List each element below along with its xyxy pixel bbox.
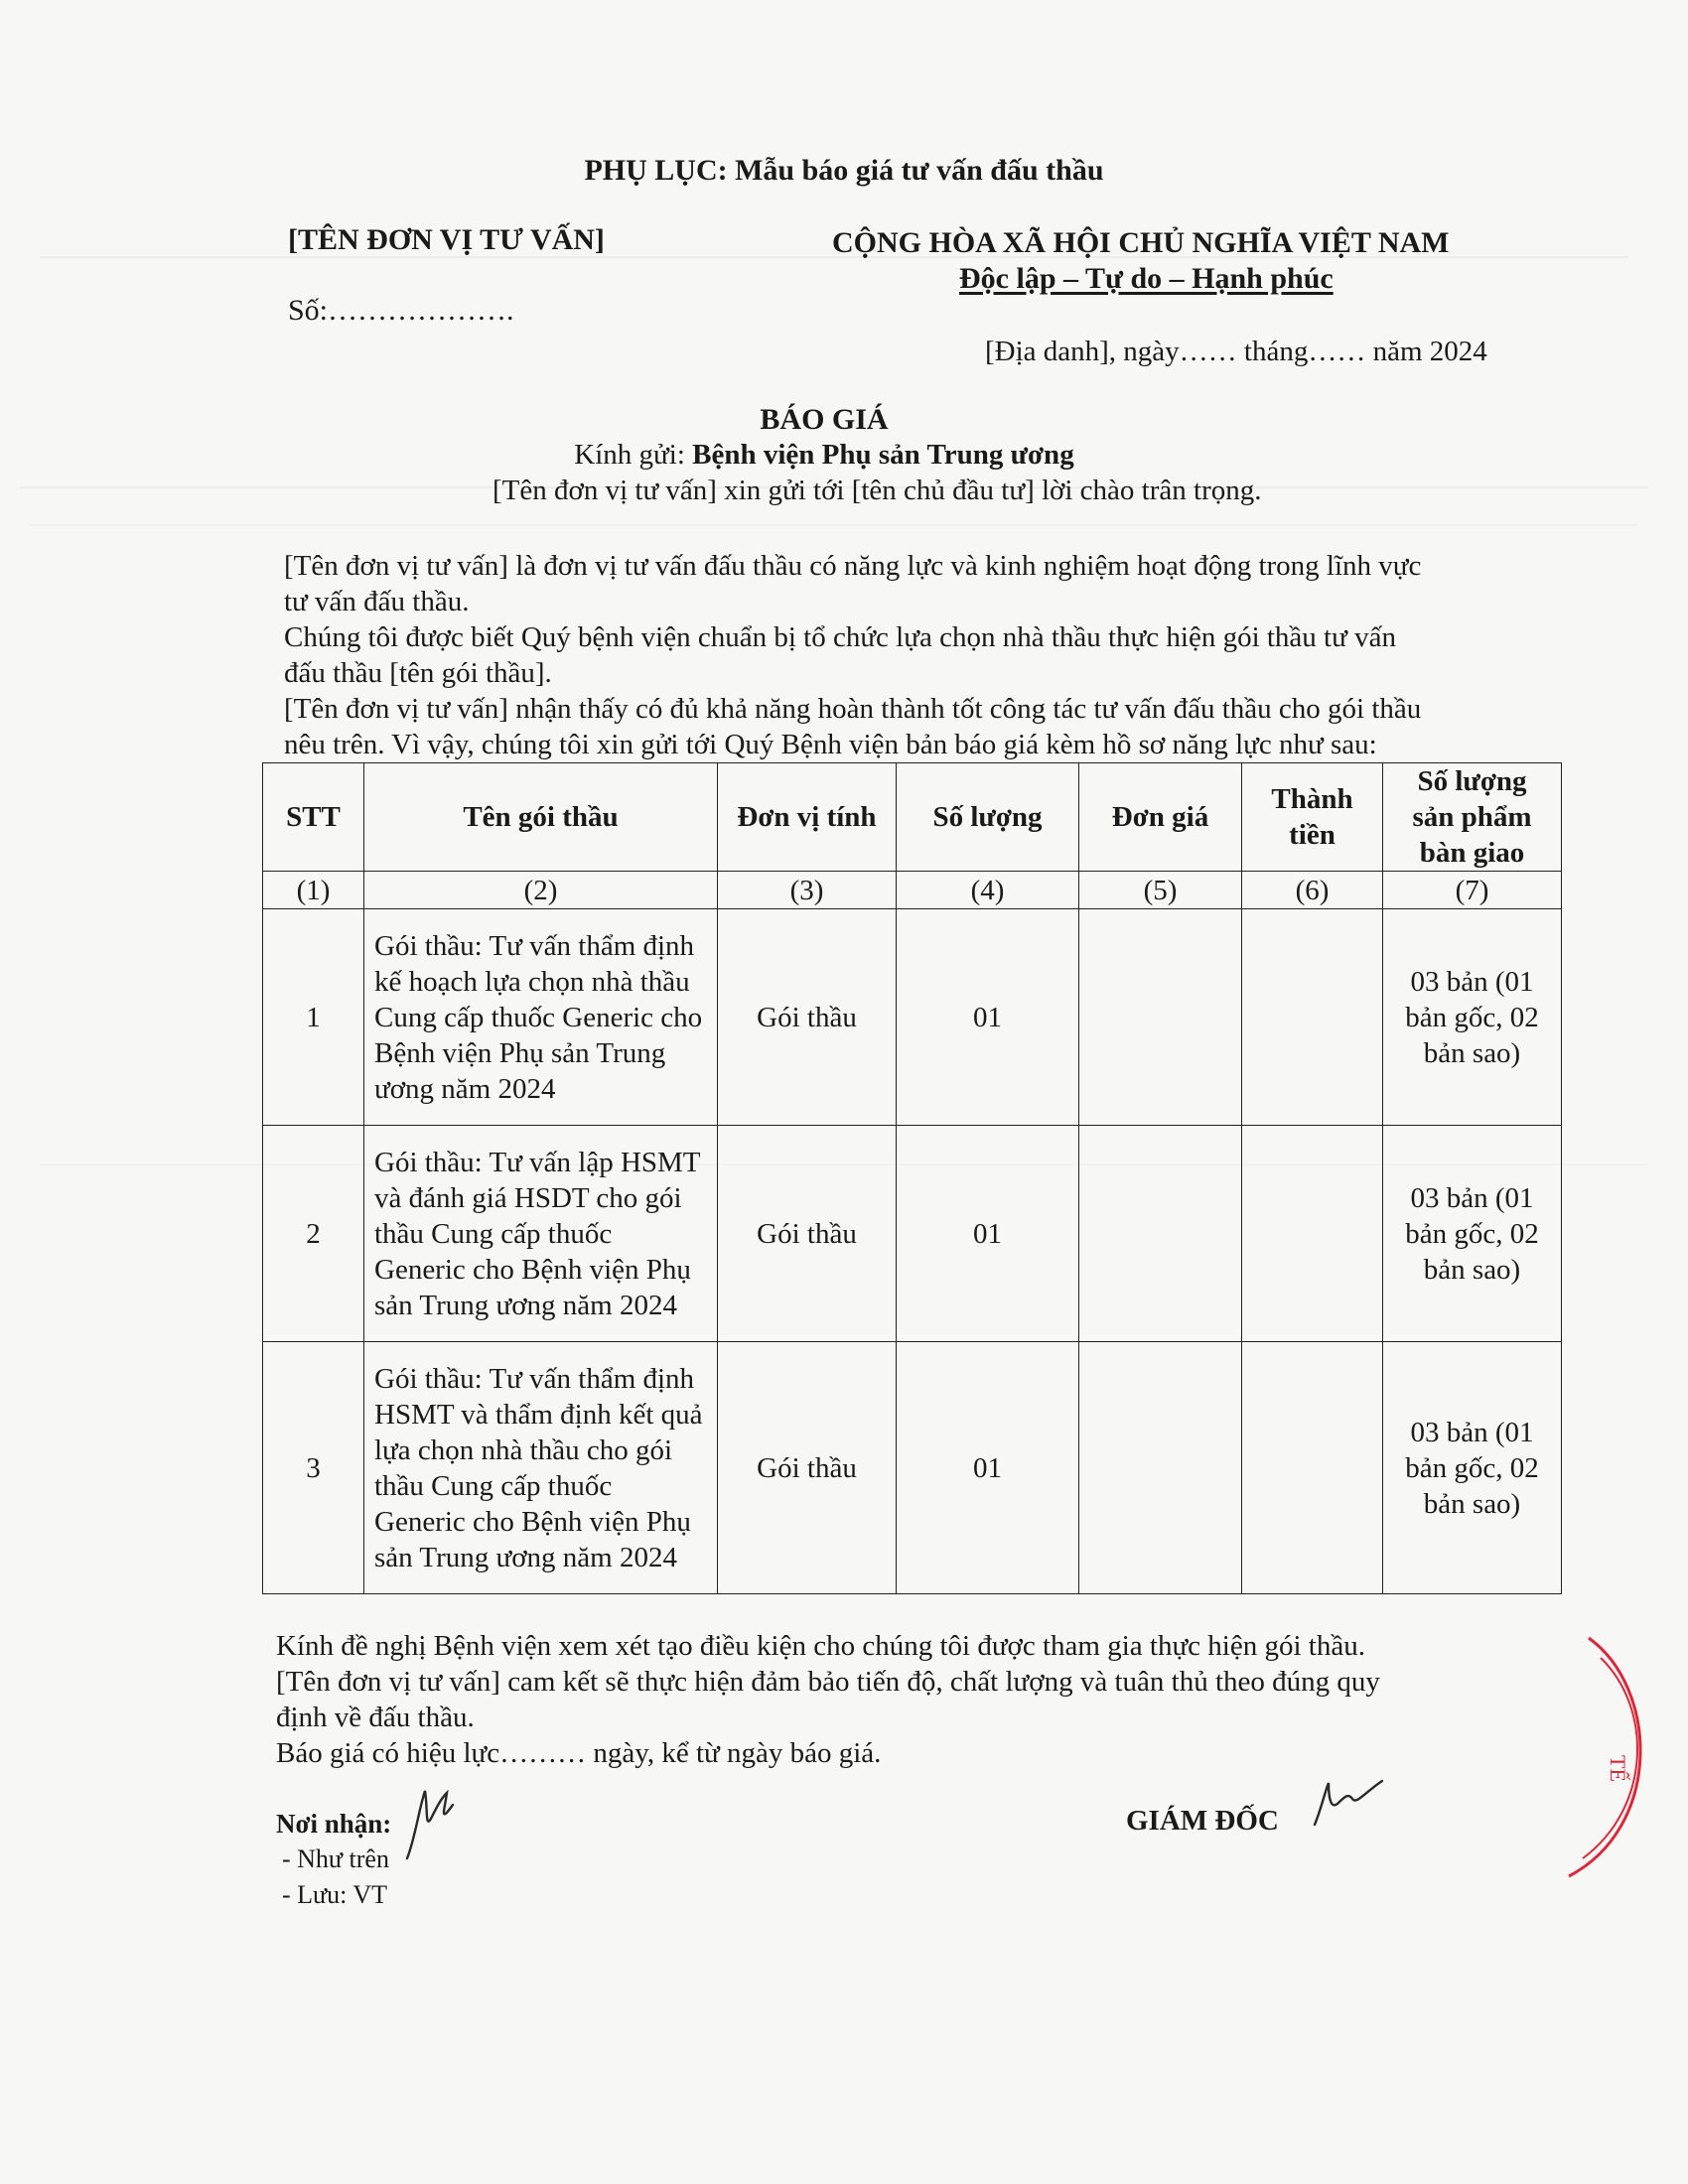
recipient-line [0, 439, 1668, 472]
column-number: (1) [263, 872, 364, 909]
row-package-name: Gói thầu: Tư vấn thẩm định HSMT và thẩm định kết quả lựa chọn nhà thầu cho gói thầu Cung cấp thuốc Generic cho Bệnh viện Phụ sản Trung ương năm 2024 [364, 1342, 718, 1594]
signer-title: GIÁM ĐỐC [1126, 1805, 1279, 1837]
column-number: (5) [1079, 872, 1242, 909]
row-package-name: Gói thầu: Tư vấn lập HSMT và đánh giá HSDT cho gói thầu Cung cấp thuốc Generic cho Bệnh viện Phụ sản Trung ương năm 2024 [364, 1126, 718, 1342]
document-number: Số:………………. [288, 294, 514, 327]
row-package-name: Gói thầu: Tư vấn thẩm định kế hoạch lựa chọn nhà thầu Cung cấp thuốc Generic cho Bệnh viện Phụ sản Trung ương năm 2024 [364, 909, 718, 1126]
row-stt: 1 [263, 909, 364, 1126]
appendix-title: PHỤ LỤC: Mẫu báo giá tư vấn đấu thầu [584, 154, 1104, 187]
closing-line: Kính đề nghị Bệnh viện xem xét tạo điều kiện cho chúng tôi được tham gia thực hiện gói thầu. [276, 1630, 1365, 1662]
closing-line: định về đấu thầu. [276, 1702, 475, 1733]
recipients-item: - Lưu: VT [282, 1880, 388, 1909]
row-amount [1242, 1342, 1383, 1594]
row-deliverables: 03 bản (01 bản gốc, 02 bản sao) [1383, 1342, 1562, 1594]
intro-line: đấu thầu [tên gói thầu]. [284, 657, 552, 689]
header-amount: Thành tiền [1242, 763, 1383, 872]
row-amount [1242, 1126, 1383, 1342]
greeting: [Tên đơn vị tư vấn] xin gửi tới [tên chủ đầu tư] lời chào trân trọng. [492, 475, 1262, 506]
intro-line: nêu trên. Vì vậy, chúng tôi xin gửi tới Quý Bệnh viện bản báo giá kèm hồ sơ năng lực như sau: [284, 729, 1377, 760]
header-stt: STT [263, 763, 364, 872]
recipients-item: - Như trên [282, 1844, 389, 1873]
row-unit-price [1079, 909, 1242, 1126]
row-amount [1242, 909, 1383, 1126]
row-quantity: 01 [897, 909, 1079, 1126]
row-deliverables: 03 bản (01 bản gốc, 02 bản sao) [1383, 909, 1562, 1126]
table-row [263, 1126, 1562, 1342]
intro-line: [Tên đơn vị tư vấn] nhận thấy có đủ khả năng hoàn thành tốt công tác tư vấn đấu thầu cho gói thầu [284, 693, 1422, 725]
header-quantity: Số lượng [897, 763, 1079, 872]
table-row [263, 909, 1562, 1126]
row-unit: Gói thầu [718, 1342, 897, 1594]
header-unit: Đơn vị tính [718, 763, 897, 872]
table-header-row [263, 763, 1562, 872]
unit-name: [TÊN ĐƠN VỊ TƯ VẤN] [288, 223, 605, 256]
column-number: (7) [1383, 872, 1562, 909]
national-motto: Độc lập – Tự do – Hạnh phúc [959, 262, 1334, 295]
column-number: (6) [1242, 872, 1383, 909]
header-deliverables: Số lượng sản phẩm bàn giao [1383, 763, 1562, 872]
intro-line: Chúng tôi được biết Quý bệnh viện chuẩn bị tổ chức lựa chọn nhà thầu thực hiện gói thầu tư vấn [284, 621, 1396, 653]
column-number: (3) [718, 872, 897, 909]
intro-line: [Tên đơn vị tư vấn] là đơn vị tư vấn đấu thầu có năng lực và kinh nghiệm hoạt động trong lĩnh vực [284, 550, 1422, 582]
row-quantity: 01 [897, 1342, 1079, 1594]
initials-signature-mark [1309, 1775, 1388, 1835]
column-number: (4) [897, 872, 1079, 909]
closing-line: Báo giá có hiệu lực……… ngày, kể từ ngày báo giá. [276, 1737, 882, 1769]
row-unit: Gói thầu [718, 909, 897, 1126]
closing-line: [Tên đơn vị tư vấn] cam kết sẽ thực hiện đảm bảo tiến độ, chất lượng và tuân thủ theo đúng quy [276, 1666, 1380, 1698]
row-quantity: 01 [897, 1126, 1079, 1342]
stamp-text: TẾ [1606, 1755, 1630, 1782]
stamp-fragment [1549, 1628, 1668, 1886]
row-unit-price [1079, 1126, 1242, 1342]
country-name: CỘNG HÒA XÃ HỘI CHỦ NGHĨA VIỆT NAM [832, 226, 1450, 259]
row-stt: 2 [263, 1126, 364, 1342]
row-deliverables: 03 bản (01 bản gốc, 02 bản sao) [1383, 1126, 1562, 1342]
header-unit-price: Đơn giá [1079, 763, 1242, 872]
initials-signature-mark [395, 1779, 465, 1868]
header-package-name: Tên gói thầu [364, 763, 718, 872]
recipient-name: Bệnh viện Phụ sản Trung ương [692, 439, 1074, 471]
quotation-table [262, 762, 1562, 1594]
row-unit: Gói thầu [718, 1126, 897, 1342]
recipients-label: Nơi nhận: [276, 1809, 392, 1839]
table-row [263, 1342, 1562, 1594]
row-stt: 3 [263, 1342, 364, 1594]
document-title: BÁO GIÁ [760, 403, 889, 436]
recipient-prefix: Kính gửi: [574, 439, 693, 471]
column-number-row [263, 872, 1562, 909]
scan-artifact [30, 524, 1638, 526]
row-unit-price [1079, 1342, 1242, 1594]
intro-line: tư vấn đấu thầu. [284, 586, 470, 617]
column-number: (2) [364, 872, 718, 909]
place-date: [Địa danh], ngày…… tháng…… năm 2024 [985, 336, 1487, 367]
